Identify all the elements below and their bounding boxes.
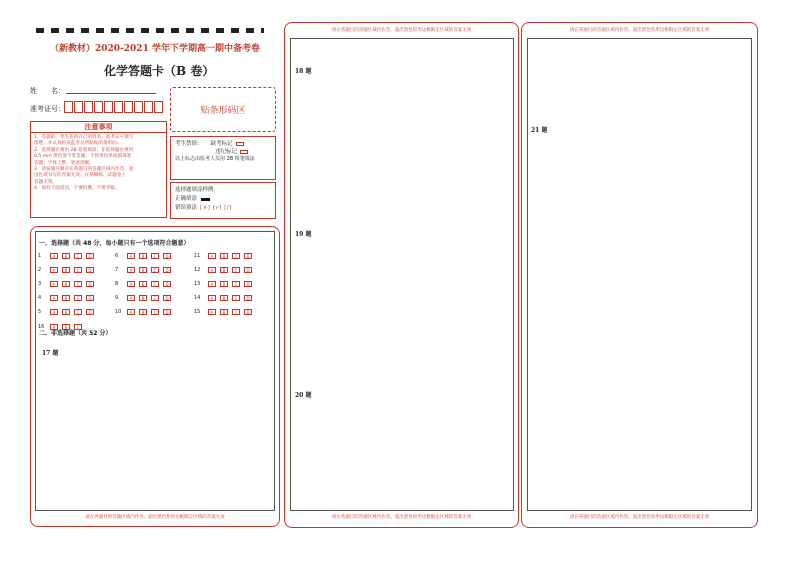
- question-number: 14: [194, 294, 201, 301]
- question-number: 2: [38, 266, 42, 273]
- absent-label: 缺考标记: [210, 141, 233, 147]
- mc-question: [38, 307, 98, 316]
- notice-item: 清楚，并认真检查监考员所粘贴的条形码；: [34, 141, 122, 147]
- option-b-bubble[interactable]: B: [62, 281, 70, 287]
- option-d-bubble[interactable]: D: [86, 281, 94, 287]
- option-c-bubble[interactable]: C: [232, 295, 240, 301]
- option-a-bubble[interactable]: A: [208, 295, 216, 301]
- mc-question: [194, 307, 256, 316]
- option-d-bubble[interactable]: D: [86, 267, 94, 273]
- option-c-bubble[interactable]: C: [74, 253, 82, 259]
- mc-question: [38, 251, 98, 260]
- option-a-bubble[interactable]: A: [208, 309, 216, 315]
- option-d-bubble[interactable]: D: [163, 281, 171, 287]
- option-a-bubble[interactable]: A: [50, 267, 58, 273]
- correct-fill-label: 正确填涂: [175, 196, 198, 202]
- mc-question: [115, 251, 175, 260]
- option-b-bubble[interactable]: B: [139, 295, 147, 301]
- option-d-bubble[interactable]: D: [86, 295, 94, 301]
- option-d-bubble[interactable]: D: [163, 267, 171, 273]
- sample-label: 选择题填涂样例：: [175, 187, 220, 193]
- question-number: 9: [115, 294, 119, 301]
- option-a-bubble[interactable]: A: [127, 253, 135, 259]
- option-c-bubble[interactable]: C: [232, 281, 240, 287]
- name-field[interactable]: [66, 93, 156, 94]
- wrong-fill-marks: [×] [√] [/]: [200, 205, 232, 211]
- option-c-bubble[interactable]: C: [232, 309, 240, 315]
- option-d-bubble[interactable]: D: [244, 281, 252, 287]
- mc-column-2: [115, 251, 175, 316]
- exam-id-label: 准考证号：: [30, 105, 65, 113]
- mc-question: [115, 307, 175, 316]
- absent-checkbox[interactable]: [236, 142, 244, 146]
- right-top-warning: 请在各题目的答题区域内作答，超出黑色矩形边框限定区域的答案无效: [569, 28, 710, 33]
- fill-sample-box: [170, 182, 276, 219]
- correct-fill-mark: [201, 198, 210, 201]
- option-a-bubble[interactable]: A: [208, 267, 216, 273]
- option-b-bubble[interactable]: B: [220, 295, 228, 301]
- question-19-label: 19 题: [295, 231, 312, 238]
- status-label: 考生禁填：: [175, 141, 203, 147]
- mc-question: [194, 279, 256, 288]
- option-b-bubble[interactable]: B: [62, 309, 70, 315]
- option-d-bubble[interactable]: D: [163, 295, 171, 301]
- mc-column-1: [38, 251, 98, 331]
- exam-id-box[interactable]: [144, 101, 153, 113]
- right-bottom-warning: 请在各题目的答题区域内作答，超出黑色矩形边框限定区域的答案无效: [569, 515, 710, 520]
- option-b-bubble[interactable]: B: [139, 267, 147, 273]
- exam-id-box[interactable]: [104, 101, 113, 113]
- option-b-bubble[interactable]: B: [139, 253, 147, 259]
- mc-question: [115, 293, 175, 302]
- question-21-answer-area[interactable]: [527, 120, 752, 510]
- option-a-bubble[interactable]: A: [50, 253, 58, 259]
- option-a-bubble[interactable]: A: [50, 281, 58, 287]
- option-c-bubble[interactable]: C: [151, 295, 159, 301]
- notice-list: [31, 133, 166, 195]
- option-d-bubble[interactable]: D: [163, 309, 171, 315]
- exam-id-box[interactable]: [134, 101, 143, 113]
- notice-item: 2．选择题必须用 2B 铅笔填涂；非选择题必须用: [34, 147, 134, 153]
- question-number: 5: [38, 308, 42, 315]
- option-b-bubble[interactable]: B: [139, 281, 147, 287]
- question-number: 3: [38, 280, 42, 287]
- option-a-bubble[interactable]: A: [127, 281, 135, 287]
- left-bottom-warning: 请在各题目的答题区域内作答，超出黑色矩形边框限定区域的答案无效: [85, 515, 225, 520]
- option-c-bubble[interactable]: C: [151, 281, 159, 287]
- option-d-bubble[interactable]: D: [244, 267, 252, 273]
- notice-item: 1．答题前，考生先将自己的姓名、准考证号填写: [34, 135, 134, 140]
- option-b-bubble[interactable]: B: [62, 267, 70, 273]
- question-number: 10: [115, 308, 122, 315]
- middle-top-warning: 请在各题目的答题区域内作答，超出黑色矩形边框限定区域的答案无效: [331, 28, 472, 33]
- exam-id-box[interactable]: [124, 101, 133, 113]
- section1-title: 一、选择题（共 48 分，每小题只有一个选项符合题意）: [39, 240, 190, 247]
- question-18-answer-area[interactable]: [290, 60, 514, 225]
- option-b-bubble[interactable]: B: [220, 281, 228, 287]
- middle-bottom-warning: 请在各题目的答题区域内作答，超出黑色矩形边框限定区域的答案无效: [331, 515, 472, 520]
- question-18-label: 18 题: [295, 68, 312, 75]
- option-b-bubble[interactable]: B: [220, 267, 228, 273]
- timing-marks: [36, 28, 264, 33]
- option-b-bubble[interactable]: B: [62, 295, 70, 301]
- option-b-bubble[interactable]: B: [139, 309, 147, 315]
- notice-heading: 注意事项: [31, 122, 166, 133]
- mc-question: [194, 265, 256, 274]
- status-note: 以上标志由监考人员用 2B 铅笔填涂: [175, 156, 255, 162]
- exam-id-box[interactable]: [154, 101, 163, 113]
- option-b-bubble[interactable]: B: [220, 309, 228, 315]
- answer-sheet-title: 化学答题卡（B 卷）: [104, 64, 215, 78]
- option-b-bubble[interactable]: B: [62, 324, 70, 330]
- mc-question: [194, 251, 256, 260]
- mc-question: [38, 279, 98, 288]
- question-number: 6: [115, 252, 119, 259]
- exam-id-box[interactable]: [114, 101, 123, 113]
- wrong-fill-label: 错误填涂: [175, 205, 198, 211]
- option-a-bubble[interactable]: A: [50, 295, 58, 301]
- mc-question: [38, 265, 98, 274]
- question-number: 11: [194, 252, 201, 259]
- barcode-area: [170, 87, 276, 132]
- option-a-bubble[interactable]: A: [127, 295, 135, 301]
- option-d-bubble[interactable]: D: [244, 253, 252, 259]
- notice-item: 出区域书写的答案无效；在草稿纸、试题卷上: [34, 173, 126, 179]
- notice-item: 答题；字体工整、笔迹清晰。: [34, 160, 94, 166]
- question-17-answer-area[interactable]: [35, 346, 275, 511]
- option-c-bubble[interactable]: C: [151, 253, 159, 259]
- question-number: 8: [115, 280, 119, 287]
- option-b-bubble[interactable]: B: [62, 253, 70, 259]
- barcode-label: 贴条形码区: [200, 106, 246, 116]
- question-number: 12: [194, 266, 201, 273]
- question-number: 1: [38, 252, 42, 259]
- section2-title: 二、非选择题（共 52 分）: [39, 330, 112, 337]
- exam-title: （新教材）2020-2021 学年下学期高一期中备考卷: [50, 44, 260, 54]
- mc-question: [115, 265, 175, 274]
- option-c-bubble[interactable]: C: [74, 324, 82, 330]
- exam-id-box[interactable]: [64, 101, 73, 113]
- notice-item: 4．保持卡面清洁，不要折叠、不要弄破。: [34, 186, 120, 192]
- mc-question: [38, 293, 98, 302]
- status-box: [170, 136, 276, 180]
- question-number: 7: [115, 266, 119, 273]
- violation-checkbox[interactable]: [240, 150, 248, 154]
- option-c-bubble[interactable]: C: [232, 267, 240, 273]
- option-c-bubble[interactable]: C: [74, 295, 82, 301]
- mc-question: [115, 279, 175, 288]
- exam-id-box[interactable]: [94, 101, 103, 113]
- question-20-answer-area[interactable]: [290, 386, 514, 510]
- option-c-bubble[interactable]: C: [74, 309, 82, 315]
- option-d-bubble[interactable]: D: [163, 253, 171, 259]
- option-a-bubble[interactable]: A: [208, 253, 216, 259]
- option-a-bubble[interactable]: A: [50, 324, 58, 330]
- option-b-bubble[interactable]: B: [220, 253, 228, 259]
- exam-id-box[interactable]: [84, 101, 93, 113]
- option-d-bubble[interactable]: D: [244, 295, 252, 301]
- option-c-bubble[interactable]: C: [74, 267, 82, 273]
- mc-column-3: [194, 251, 256, 316]
- question-number: 16: [38, 323, 45, 330]
- notice-box: [30, 121, 167, 218]
- option-c-bubble[interactable]: C: [151, 267, 159, 273]
- exam-id-boxes[interactable]: [64, 101, 164, 113]
- option-a-bubble[interactable]: A: [208, 281, 216, 287]
- option-c-bubble[interactable]: C: [232, 253, 240, 259]
- mc-question: [194, 293, 256, 302]
- name-label: 姓 名：: [30, 87, 65, 95]
- option-a-bubble[interactable]: A: [127, 309, 135, 315]
- option-d-bubble[interactable]: D: [86, 309, 94, 315]
- notice-item: 0.5 mm 黑色签字笔答题，不得用铅笔或圆珠笔: [34, 154, 132, 160]
- question-number: 15: [194, 308, 201, 315]
- option-a-bubble[interactable]: A: [127, 267, 135, 273]
- question-17-label: 17 题: [42, 350, 59, 357]
- question-19-answer-area[interactable]: [290, 225, 514, 385]
- option-a-bubble[interactable]: A: [50, 309, 58, 315]
- exam-id-box[interactable]: [74, 101, 83, 113]
- question-number: 4: [38, 294, 42, 301]
- option-d-bubble[interactable]: D: [86, 253, 94, 259]
- question-number: 13: [194, 280, 201, 287]
- option-c-bubble[interactable]: C: [151, 309, 159, 315]
- notice-item: 3．请按题号顺序在各题目的答题区域内作答，超: [34, 167, 134, 173]
- notice-item: 答题无效。: [34, 179, 57, 185]
- question-20-label: 20 题: [295, 392, 312, 399]
- option-d-bubble[interactable]: D: [244, 309, 252, 315]
- violation-label: 违纪标记: [215, 149, 238, 155]
- option-c-bubble[interactable]: C: [74, 281, 82, 287]
- question-21-label: 21 题: [531, 127, 548, 134]
